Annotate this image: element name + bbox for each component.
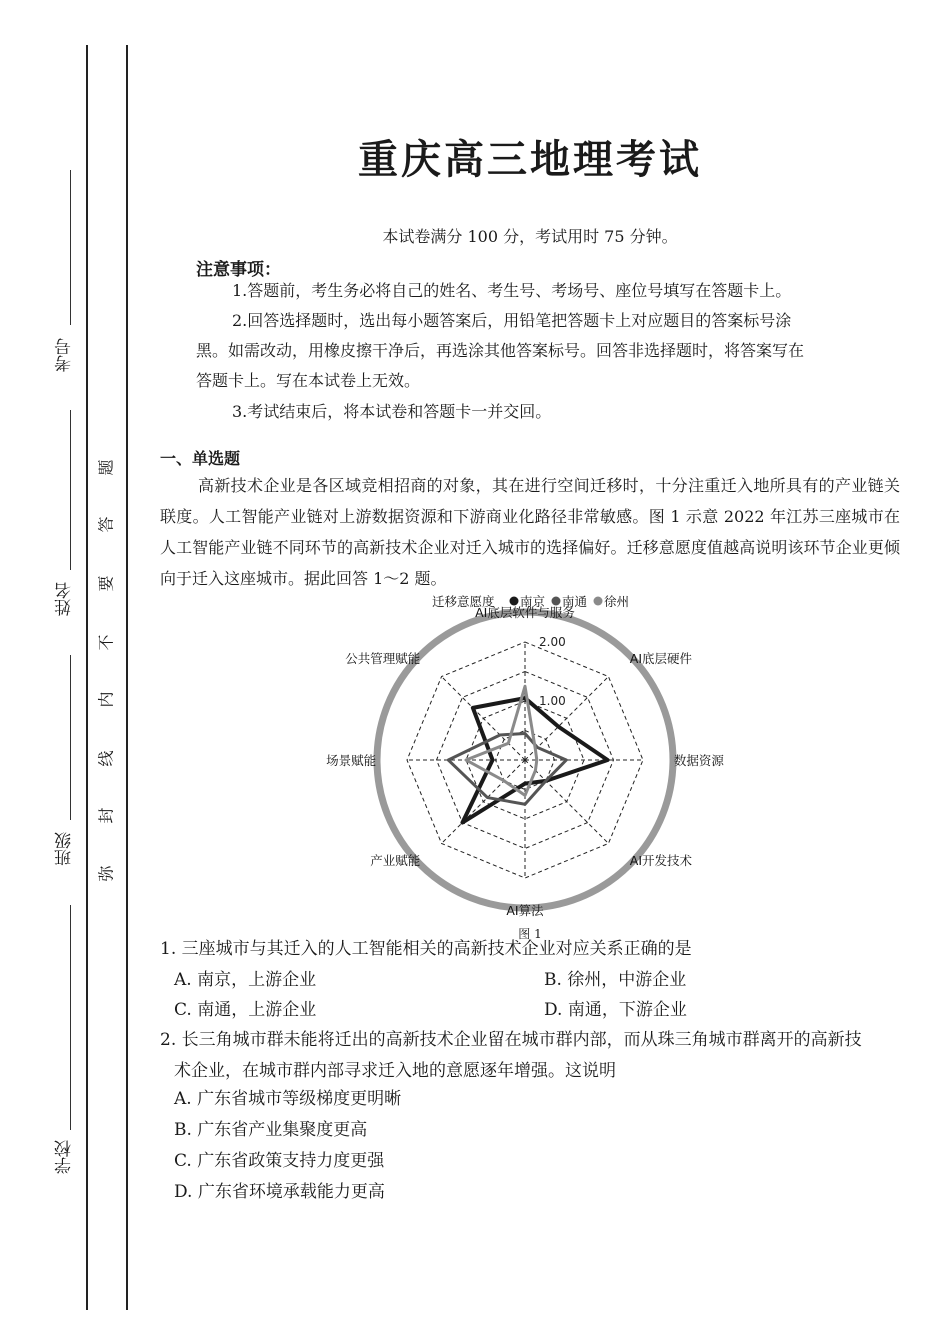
question-1-option-d[interactable]: D. 南通，下游企业 <box>544 1000 687 1020</box>
notes-item-2-line-1: 2.回答选择题时，选出每小题答案后，用铅笔把答题卡上对应题目的答案标号涂 <box>232 311 792 330</box>
exam-title: 重庆高三地理考试 <box>358 137 702 183</box>
class-label: 班级 <box>55 832 75 866</box>
notes-item-1: 1.答题前，考生务必将自己的姓名、考生号、考场号、座位号填写在答题卡上。 <box>232 281 792 300</box>
exam-subtitle: 本试卷满分 100 分，考试用时 75 分钟。 <box>382 227 678 246</box>
seal-text-char: 线 <box>96 750 116 767</box>
question-1-option-c[interactable]: C. 南通，上游企业 <box>174 1000 317 1020</box>
notes-item-2-line-3: 答题卡上。写在本试卷上无效。 <box>196 371 421 390</box>
radar-axis-label: AI开发技术 <box>629 852 693 868</box>
question-2-option-d[interactable]: D. 广东省环境承载能力更高 <box>174 1182 385 1202</box>
seal-text-char: 不 <box>96 634 116 651</box>
notes-item-3: 3.考试结束后，将本试卷和答题卡一并交回。 <box>232 402 552 421</box>
radar-legend-label: 南通 <box>562 594 588 609</box>
school-label: 学校 <box>55 1140 75 1174</box>
seal-text-char: 要 <box>96 575 116 592</box>
question-1-stem: 1. 三座城市与其迁入的人工智能相关的高新技术企业对应关系正确的是 <box>160 939 692 959</box>
radar-axis-label: 公共管理赋能 <box>345 651 421 667</box>
question-2-stem <box>160 1025 905 1087</box>
question-2-stem-line-1: 2. 长三角城市群未能将迁出的高新技术企业留在城市群内部，而从珠三角城市群离开的高新技 <box>160 1030 862 1050</box>
name-label: 姓名 <box>55 582 75 616</box>
question-2-option-a[interactable]: A. 广东省城市等级梯度更明晰 <box>174 1089 402 1109</box>
radar-chart <box>320 590 750 920</box>
question-1-option-a[interactable]: A. 南京，上游企业 <box>174 970 317 990</box>
radar-axis-label: 产业赋能 <box>370 852 421 868</box>
class-blank[interactable] <box>70 655 71 820</box>
seal-text-char: 封 <box>96 807 116 824</box>
radar-scale-label: 1.00 <box>539 694 566 708</box>
seal-text-char: 题 <box>96 459 116 476</box>
exam-number-label: 考号 <box>55 338 75 372</box>
radar-legend-title: 迁移意愿度 <box>432 594 495 609</box>
exam-number-blank[interactable] <box>70 170 71 325</box>
radar-legend-label: 南京 <box>520 594 546 609</box>
radar-scale-label: 2.00 <box>539 635 566 649</box>
question-2-stem-line-2: 术企业，在城市群内部寻求迁入地的意愿逐年增强。这说明 <box>174 1061 616 1081</box>
radar-axis-label: AI算法 <box>506 902 544 918</box>
notes-heading: 注意事项： <box>196 260 281 280</box>
notes-item-2-line-2: 黑。如需改动，用橡皮擦干净后，再选涂其他答案标号。回答非选择题时，将答案写在 <box>196 341 805 360</box>
seal-text-char: 内 <box>96 691 116 708</box>
question-2-option-c[interactable]: C. 广东省政策支持力度更强 <box>174 1151 385 1171</box>
section-intro: 高新技术企业是各区域竞相招商的对象，其在进行空间迁移时，十分注重迁入地所具有的产业链关联度。人工智能产业链对上游数据资源和下游商业化路径非常敏感。图 1 示意 2022 年江苏三座城市在人工智能产业链不同环节的高新技术企业对迁入城市的选择偏好。迁移意愿度值越高说明该环节企业更倾向于迁入这座城市。据此回答 1～2 题。 <box>160 476 900 588</box>
figure-caption: 图 1 <box>518 927 542 941</box>
radar-legend-label: 徐州 <box>604 594 630 609</box>
radar-legend-marker <box>552 597 561 606</box>
name-blank[interactable] <box>70 410 71 570</box>
radar-axis-label: AI底层硬件 <box>629 651 693 667</box>
radar-legend-marker <box>594 597 603 606</box>
section-heading: 一、单选题 <box>160 449 241 468</box>
radar-axis-label: 数据资源 <box>673 753 724 768</box>
radar-axis-label: AI底层软件与服务 <box>475 605 575 621</box>
seal-text-char: 弥 <box>96 865 116 882</box>
radar-legend-marker <box>510 597 519 606</box>
question-1-option-b[interactable]: B. 徐州，中游企业 <box>544 970 687 990</box>
radar-axis-label: 场景赋能 <box>326 753 377 768</box>
question-2-option-b[interactable]: B. 广东省产业集聚度更高 <box>174 1120 368 1140</box>
seal-text-char: 答 <box>96 516 116 533</box>
